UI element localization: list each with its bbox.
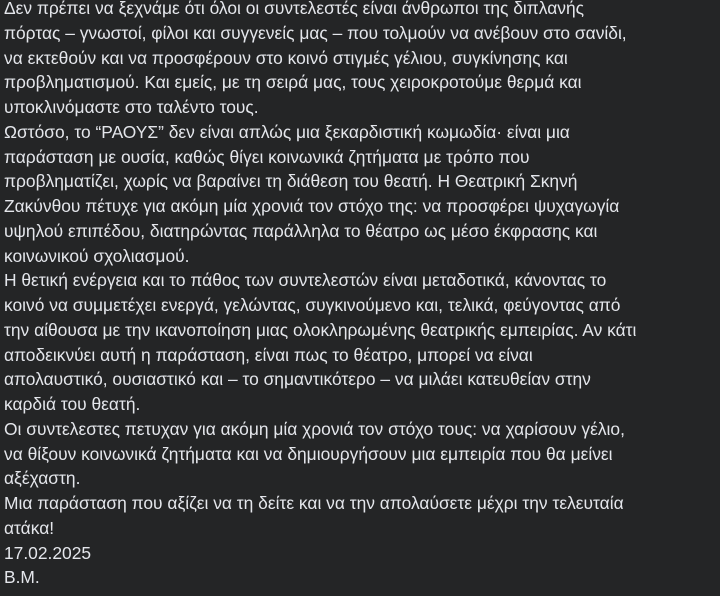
post-text-line: Η θετική ενέργεια και το πάθος των συντελεστών είναι μεταδοτικά, κάνοντας το: [4, 270, 607, 291]
post-date: 17.02.2025: [4, 542, 92, 563]
post-text-line: την αίθουσα με την ικανοποίηση μιας ολοκληρωμένης θεατρικής εμπειρίας. Αν κάτι: [4, 319, 637, 340]
post-text-line: να εκτεθούν και να προσφέρουν στο κοινό στιγμές γέλιου, συγκίνησης και: [4, 47, 568, 68]
post-text-line: αξέχαστη.: [4, 468, 81, 489]
post-text-line: κοινωνικού σχολιασμού.: [4, 245, 190, 266]
post-text-line: Ωστόσο, το “ΡΑΟΥΣ” δεν είναι απλώς μια ξεκαρδιστική κωμωδία· είναι μια: [4, 121, 570, 142]
post-signature: Β.Μ.: [4, 567, 40, 588]
post-text-line: Οι συντελεστες πετυχαν για ακόμη μία χρονιά τον στόχο τους: να χαρίσουν γέλιο,: [4, 418, 625, 439]
post-text-line: προβληματισμού. Και εμείς, με τη σειρά μας, τους χειροκροτούμε θερμά και: [4, 72, 582, 93]
post-text-line: υψηλού επιπέδου, διατηρώντας παράλληλα το θέατρο ως μέσο έκφρασης και: [4, 220, 598, 241]
post-text-line: προβληματίζει, χωρίς να βαραίνει τη διάθεση του θεατή. Η Θεατρική Σκηνή: [4, 171, 578, 192]
post-text-line: Μια παράσταση που αξίζει να τη δείτε και να την απολαύσετε μέχρι την τελευταία: [4, 493, 624, 513]
post-text-line: παράσταση με ουσία, καθώς θίγει κοινωνικά ζητήματα με τρόπο που: [4, 146, 530, 167]
post-text-line: απολαυστικό, ουσιαστικό και – το σημαντικότερο – να μιλάει κατευθείαν στην: [4, 369, 591, 390]
post-text-line: πόρτας – γνωστοί, φίλοι και συγγενείς μας – που τολμούν να ανέβουν στο σανίδι,: [4, 22, 627, 43]
post-text-line: υποκλινόμαστε στο ταλέντο τους.: [4, 97, 259, 117]
post-text-line: να θίξουν κοινωνικά ζητήματα και να δημιουργήσουν μια εμπειρία που θα μείνει: [4, 443, 613, 464]
post-text-line: καρδιά του θεατή.: [4, 394, 141, 414]
post-text-line: ατάκα!: [4, 517, 55, 538]
post-text-line: αποδεικνύει αυτή η παράσταση, είναι πως το θέατρο, μπορεί να είναι: [4, 344, 533, 365]
post-text-line: Δεν πρέπει να ξεχνάμε ότι όλοι οι συντελεστές είναι άνθρωποι της διπλανής: [4, 0, 585, 18]
post-text: [4, 0, 716, 590]
post-text-line: κοινό να συμμετέχει ενεργά, γελώντας, συγκινούμενο και, τελικά, φεύγοντας από: [4, 295, 621, 315]
post-text-line: Ζακύνθου πέτυχε για ακόμη μία χρονιά τον στόχο της: να προσφέρει ψυχαγωγία: [4, 196, 620, 216]
